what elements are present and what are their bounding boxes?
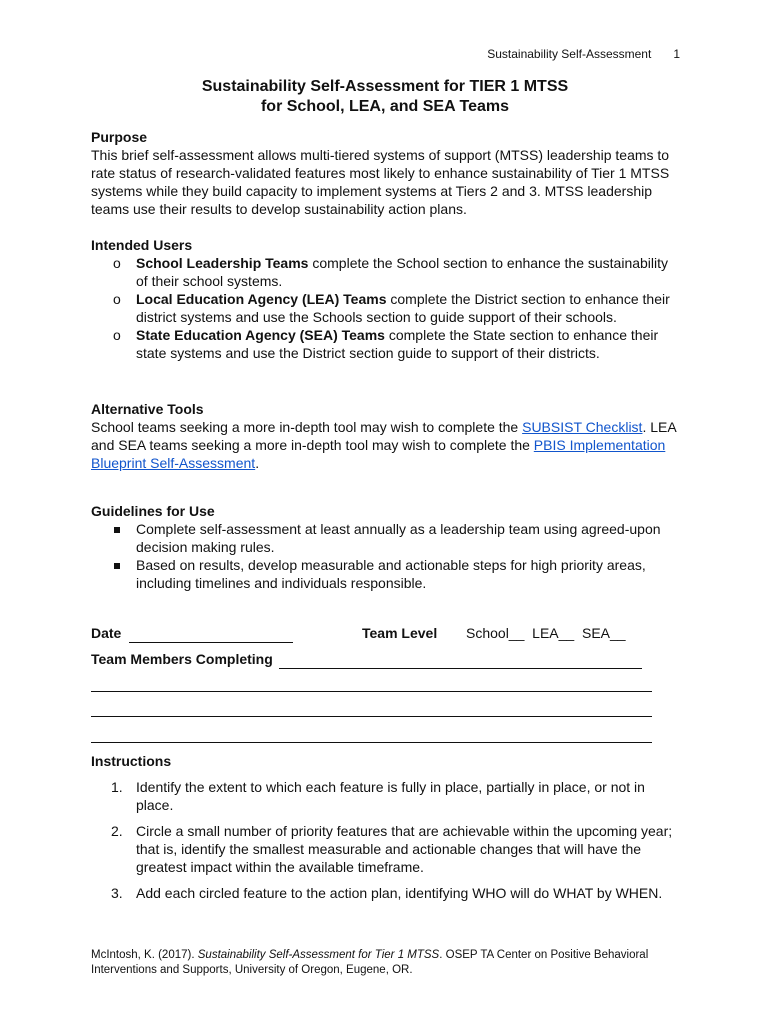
- intended-users-list: [91, 254, 681, 362]
- instructions-list: [91, 778, 681, 902]
- subsist-checklist-link[interactable]: SUBSIST Checklist: [522, 419, 643, 435]
- alt-text-3: .: [255, 455, 260, 471]
- instructions-section: [91, 752, 681, 910]
- guideline-text: Complete self-assessment at least annually as a leadership team using agreed-upon decision making rules.: [136, 521, 661, 555]
- running-header: [0, 47, 680, 61]
- page-number: 1: [673, 47, 680, 61]
- running-title: Sustainability Self-Assessment: [487, 47, 652, 61]
- list-item: [136, 520, 681, 556]
- school-option[interactable]: School__: [466, 625, 525, 641]
- item-number: 1.: [111, 779, 123, 795]
- list-item: [113, 326, 681, 362]
- team-members-line-4[interactable]: [91, 742, 652, 743]
- team-members-line-2[interactable]: [91, 691, 652, 692]
- guidelines-section: [91, 502, 681, 592]
- list-item: [111, 822, 681, 876]
- title-line-2: for School, LEA, and SEA Teams: [260, 98, 510, 115]
- user-group-name: Local Education Agency (LEA) Teams: [136, 291, 387, 307]
- citation-publisher: . OSEP TA Center on Positive Behavioral Interventions and Supports, University of Oregon, Eugene, OR.: [91, 949, 649, 976]
- team-members-label: Team Members Completing: [91, 651, 273, 667]
- citation-footer: [91, 948, 691, 978]
- guideline-text: Based on results, develop measurable and actionable steps for high priority areas, including timelines and individuals responsible.: [136, 557, 646, 591]
- team-members-line-3[interactable]: [91, 716, 652, 717]
- alternative-tools-text: [91, 418, 681, 472]
- instructions-heading: Instructions: [91, 753, 172, 769]
- alternative-tools-section: [91, 400, 681, 472]
- blueprint-self-assessment-link[interactable]: PBIS Implementation Blueprint Self-Assessment: [91, 437, 666, 471]
- list-item: [113, 254, 681, 290]
- citation-author: McIntosh, K. (2017).: [91, 949, 198, 961]
- purpose-heading: Purpose: [91, 129, 148, 145]
- bullet-marker: o: [113, 327, 121, 343]
- guidelines-list: [91, 520, 681, 592]
- square-bullet-icon: [114, 563, 120, 569]
- date-field[interactable]: [129, 624, 293, 643]
- bullet-marker: o: [113, 291, 121, 307]
- team-level-options: [466, 624, 626, 642]
- list-item: [111, 884, 681, 902]
- date-label: Date: [91, 625, 122, 641]
- alt-text-1: School teams seeking a more in-depth tool may wish to complete the: [91, 419, 523, 435]
- user-group-description: complete the District section to enhance their district systems and use the Schools section to guide support of their schools.: [136, 291, 670, 325]
- list-item: [136, 556, 681, 592]
- title-line-1: Sustainability Self-Assessment for TIER 1 MTSS: [201, 78, 569, 95]
- intended-users-section: [91, 236, 681, 362]
- lea-option[interactable]: LEA__: [532, 625, 575, 641]
- user-group-name: School Leadership Teams: [136, 255, 309, 271]
- item-number: 3.: [111, 885, 123, 901]
- user-group-description: complete the State section to enhance their state systems and use the District section guide to support of their districts.: [136, 327, 659, 361]
- guidelines-heading: Guidelines for Use: [91, 503, 215, 519]
- document-title: [0, 77, 770, 117]
- item-number: 2.: [111, 823, 123, 839]
- citation-title: Sustainability Self-Assessment for Tier 1 MTSS: [197, 949, 440, 961]
- instruction-text: Add each circled feature to the action plan, identifying WHO will do WHAT by WHEN.: [136, 885, 663, 901]
- date-team-level-row: [91, 624, 691, 643]
- sea-option[interactable]: SEA__: [582, 625, 626, 641]
- team-members-row: [91, 650, 691, 669]
- team-level-label: Team Level: [362, 625, 438, 641]
- instruction-text: Identify the extent to which each feature is fully in place, partially in place, or not in place.: [136, 779, 645, 813]
- purpose-section: [91, 128, 681, 218]
- list-item: [113, 290, 681, 326]
- intended-users-heading: Intended Users: [91, 237, 193, 253]
- alternative-tools-heading: Alternative Tools: [91, 401, 204, 417]
- user-group-description: complete the School section to enhance the sustainability of their school systems.: [136, 255, 669, 289]
- purpose-text: This brief self-assessment allows multi-tiered systems of support (MTSS) leadership teams to rate status of research-validated features most likely to enhance sustainability of Tier 1 MTSS systems while they build capacity to implement systems at Tiers 2 and 3. MTSS leadership teams use their results to develop sustainability action plans.: [91, 147, 670, 217]
- team-members-field[interactable]: [279, 650, 642, 669]
- instruction-text: Circle a small number of priority features that are achievable within the upcoming year; that is, identify the smallest measurable and actionable changes that will have the greatest impact within the available timeframe.: [136, 823, 673, 875]
- bullet-marker: o: [113, 255, 121, 271]
- list-item: [111, 778, 681, 814]
- square-bullet-icon: [114, 527, 120, 533]
- alt-text-2: . LEA and SEA teams seeking a more in-depth tool may wish to complete the: [91, 419, 676, 453]
- user-group-name: State Education Agency (SEA) Teams: [136, 327, 385, 343]
